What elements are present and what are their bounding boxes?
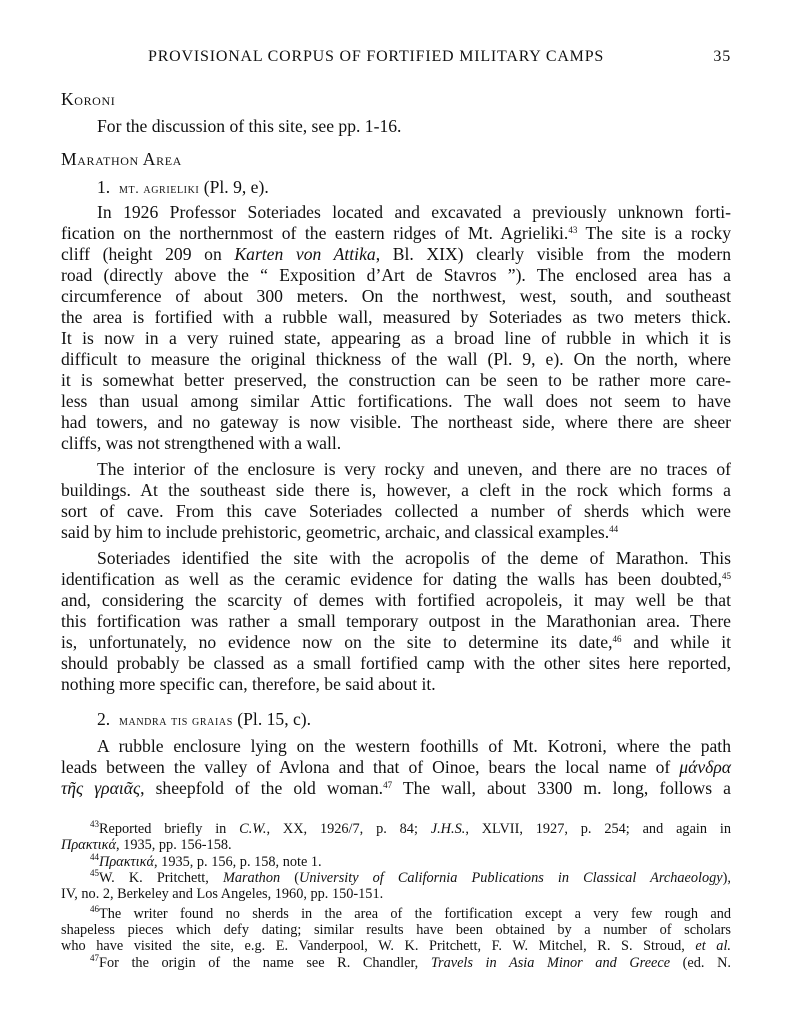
body-line: identification as well as the ceramic evidence for dating the walls has been doubted,$^{45}$	[61, 569, 731, 589]
body-line: is, unfortunately, no evidence now on the site to determine its date,$^{46}$ and while it	[61, 632, 731, 652]
body-line: cliffs, was not strengthened with a wall.	[61, 433, 342, 453]
body-line: it is somewhat better preserved, the construction can be seen to be rather more care-	[61, 370, 731, 390]
body-line: It is now in a very ruined state, appearing as a broad line of rubble in which it is	[61, 328, 731, 348]
site-number: 2.	[97, 709, 111, 729]
footnote-47: $^{47}$For the origin of the name see R. Chandler, Travels in Asia Minor and Greece (ed. N.	[90, 953, 731, 971]
site-name: mt. agrieliki	[119, 182, 200, 197]
footnote-45-cont: IV, no. 2, Berkeley and Los Angeles, 1960, pp. 150-151.	[61, 886, 384, 902]
site-number: 1.	[97, 177, 111, 197]
site-heading-agrieliki	[97, 177, 731, 200]
body-line: The interior of the enclosure is very rocky and uneven, and there are no traces of	[97, 459, 731, 479]
page-number: 35	[713, 48, 731, 65]
body-line: buildings. At the southeast side there is, however, a cleft in the rock which forms a	[61, 480, 731, 500]
running-title: PROVISIONAL CORPUS OF FORTIFIED MILITARY CAMPS	[148, 48, 605, 65]
body-line: τῆς γραιᾶς, sheepfold of the old woman.$^{47}$ The wall, about 3300 m. long, follows a	[61, 778, 731, 798]
site-plate: (Pl. 9, e).	[203, 177, 269, 197]
footnote-ref: 44	[609, 524, 619, 534]
body-line: In 1926 Professor Soteriades located and excavated a previously unknown forti-	[97, 202, 731, 222]
body-line: the area is fortified with a rubble wall, measured by Soteriades as two meters thick.	[61, 307, 731, 327]
footnote-46-cont: who have visited the site, e.g. E. Vanderpool, W. K. Pritchett, F. W. Mitchel, R. S. Stroud, et al.	[61, 938, 732, 954]
body-line: cliff (height 209 on Karten von Attika, Bl. XIX) clearly visible from the modern	[61, 244, 731, 264]
body-line: should probably be classed as a small fortified camp with the other sites here reported,	[61, 653, 731, 673]
body-line: difficult to measure the original thickness of the wall (Pl. 9, e). On the north, where	[61, 349, 731, 369]
body-line: nothing more specific can, therefore, be said about it.	[61, 674, 436, 694]
body-line: and, considering the scarcity of demes with fortified acropoleis, it may well be that	[61, 590, 731, 610]
footnote-46-cont: shapeless pieces which defy dating; similar results have been obtained by a number of scholars	[61, 922, 731, 938]
footnote-ref: 46	[612, 634, 622, 644]
body-line: had towers, and no gateway is now visible. The northeast side, where there are sheer	[61, 412, 731, 432]
site-plate: (Pl. 15, c).	[237, 709, 312, 729]
body-line: circumference of about 300 meters. On the northwest, west, south, and southeast	[61, 286, 731, 306]
footnote-ref: 45	[722, 571, 731, 581]
site-heading-mandra-tis-graias	[97, 709, 731, 732]
section-heading-marathon-area: Marathon Area	[61, 149, 182, 169]
body-line: leads between the valley of Avlona and that of Oinoe, bears the local name of μάνδρα	[61, 757, 731, 777]
footnote-43-cont: Πρακτικά, 1935, pp. 156-158.	[61, 837, 232, 853]
body-line: A rubble enclosure lying on the western foothills of Mt. Kotroni, where the path	[97, 736, 731, 756]
footnote-43: $^{43}$Reported briefly in C.W., XX, 1926/7, p. 84; J.H.S., XLVII, 1927, p. 254; and again in	[90, 819, 731, 837]
body-line: said by him to include prehistoric, geometric, archaic, and classical examples.$^{44}$	[61, 522, 619, 542]
footnote-44: $^{44}$Πρακτικά, 1935, p. 156, p. 158, note 1.	[90, 852, 322, 870]
body-line: sort of cave. From this cave Soteriades collected a number of sherds which were	[61, 501, 731, 521]
footnote-ref: 43	[568, 225, 578, 235]
body-line: this fortification was rather a small temporary outpost in the Marathonian area. There	[61, 611, 731, 631]
site-name: mandra tis graias	[119, 714, 233, 729]
footnote-45: $^{45}$W. K. Pritchett, Marathon (University of California Publications in Classical Archaeology),	[90, 868, 731, 886]
body-line: Soteriades identified the site with the acropolis of the deme of Marathon. This	[97, 548, 731, 568]
koroni-text: For the discussion of this site, see pp. 1-16.	[97, 116, 402, 136]
body-line: less than usual among similar Attic fortifications. The wall does not seem to have	[61, 391, 731, 411]
body-line: road (directly above the “ Exposition d’Art de Stavros ”). The enclosed area has a	[61, 265, 731, 285]
footnote-ref: 47	[383, 780, 393, 790]
section-heading-koroni: Koroni	[61, 89, 116, 109]
body-line: fication on the northernmost of the eastern ridges of Mt. Agrieliki.$^{43}$ The site is a rocky	[61, 223, 732, 243]
footnote-46: $^{46}$The writer found no sherds in the area of the fortification except a very few rough and	[90, 904, 731, 922]
